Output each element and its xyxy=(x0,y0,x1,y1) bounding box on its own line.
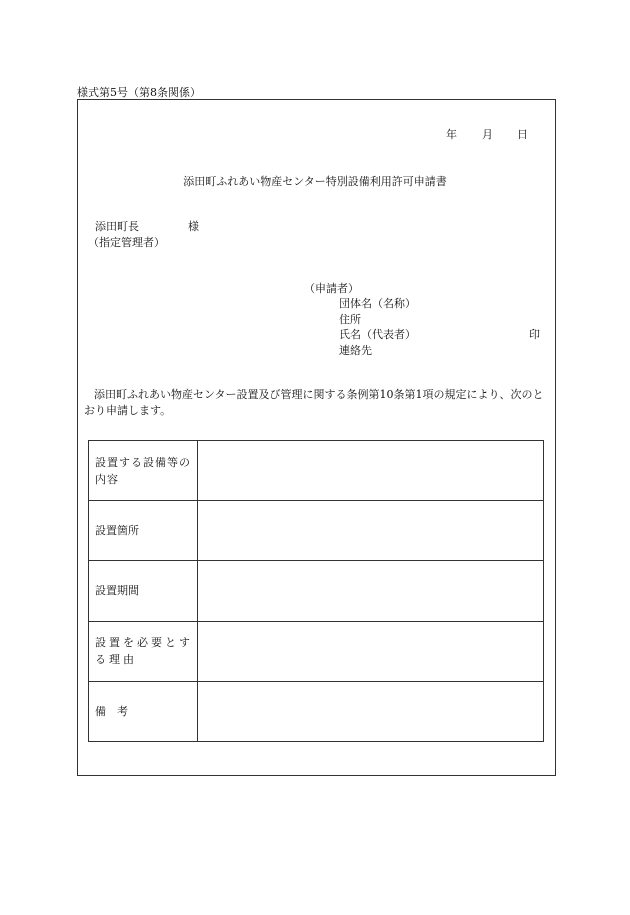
applicant-address-label: 住所 xyxy=(339,313,361,326)
table-row xyxy=(89,441,544,501)
table-row xyxy=(89,561,544,621)
applicant-name-label: 氏名（代表者） xyxy=(339,328,416,341)
row-value-reason[interactable] xyxy=(198,621,544,681)
applicant-contact-label: 連絡先 xyxy=(339,344,372,357)
document-title: 添田町ふれあい物産センター特別設備利用許可申請書 xyxy=(183,175,447,188)
row-value-equipment-content[interactable] xyxy=(198,441,544,501)
date-year-label: 年 xyxy=(446,128,457,141)
form-number-label: 様式第5号（第8条関係） xyxy=(77,86,201,99)
application-details-table xyxy=(88,440,544,742)
table-row xyxy=(89,681,544,741)
table-row xyxy=(89,501,544,561)
addressee-alt: （指定管理者） xyxy=(88,236,165,249)
application-statement: 添田町ふれあい物産センター設置及び管理に関する条例第10条第1項の規定により、次のとおり申請します。 xyxy=(84,388,544,417)
row-label-period: 設置期間 xyxy=(89,561,198,621)
seal-label: 印 xyxy=(529,328,540,341)
applicant-org-label: 団体名（名称） xyxy=(339,297,416,310)
row-value-period[interactable] xyxy=(198,561,544,621)
row-label-location: 設置箇所 xyxy=(89,501,198,561)
date-day-label: 日 xyxy=(517,128,528,141)
date-month-label: 月 xyxy=(482,128,493,141)
table-row xyxy=(89,621,544,681)
addressee-honorific: 様 xyxy=(188,220,199,233)
row-label-remarks: 備 考 xyxy=(89,681,198,741)
row-label-reason: 設置を必要とする理由 xyxy=(89,621,198,681)
addressee-name: 添田町長 xyxy=(95,220,139,233)
applicant-heading: （申請者） xyxy=(304,282,359,295)
row-label-equipment-content: 設置する設備等の内容 xyxy=(89,441,198,501)
row-value-location[interactable] xyxy=(198,501,544,561)
row-value-remarks[interactable] xyxy=(198,681,544,741)
